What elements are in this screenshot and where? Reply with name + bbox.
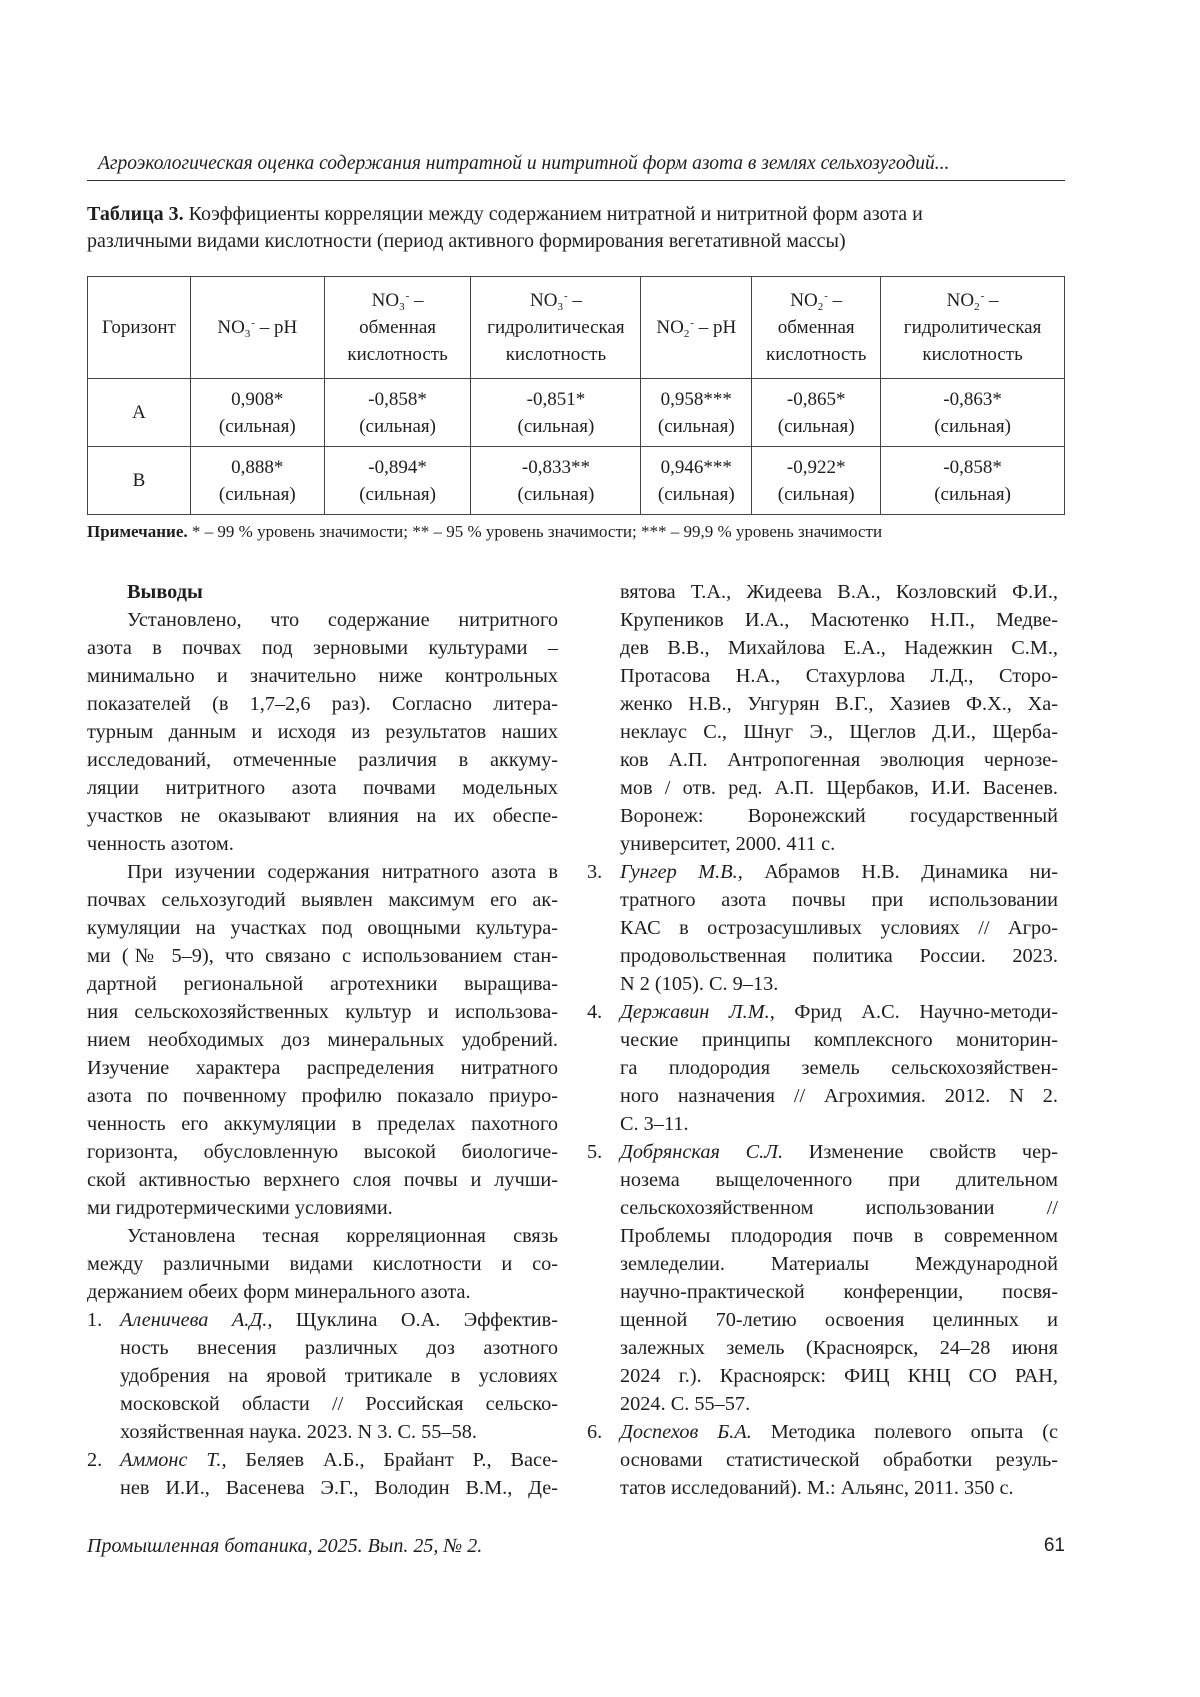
correlation-value: -0,858* xyxy=(943,457,1002,478)
table-caption-text: Коэффициенты корреляции между содержанием нитратной и нитритной форм азота и xyxy=(184,203,923,225)
correlation-cell xyxy=(471,379,641,447)
paragraph-line: ской активностью верхнего слоя почвы и лучши- xyxy=(87,1166,558,1194)
reference-text: научно-практической конференции, посвя- xyxy=(620,1281,1058,1303)
reference-line xyxy=(587,1250,1058,1278)
reference-line xyxy=(587,1110,1058,1138)
correlation-cell xyxy=(324,379,471,447)
right-column xyxy=(587,578,1058,1502)
reference-text: продовольственная политика России. 2023. xyxy=(620,945,1058,967)
correlation-strength: (сильная) xyxy=(359,416,436,437)
horizon-cell: B xyxy=(88,447,191,515)
table-row xyxy=(88,447,1065,515)
reference-line xyxy=(87,1390,558,1418)
paragraph-line: держанием обеих форм минерального азота. xyxy=(87,1278,558,1306)
paragraph-line: азота по почвенному профилю показало приуро- xyxy=(87,1082,558,1110)
reference-number: 4. xyxy=(587,998,602,1026)
reference-line xyxy=(587,1306,1058,1334)
column-header-line: кислотность xyxy=(506,344,606,365)
reference-text: 2024. С. 55–57. xyxy=(620,1393,750,1415)
reference-text: дев В.В., Михайлова Е.А., Надежкин С.М., xyxy=(620,637,1058,659)
reference-item xyxy=(87,1446,558,1474)
column-header-label: Горизонт xyxy=(102,317,176,338)
column-header-line: обменная xyxy=(778,317,855,338)
paragraph-line: горизонта, обусловленную высокой биологиче- xyxy=(87,1138,558,1166)
column-header xyxy=(881,277,1065,379)
reference-line xyxy=(87,1334,558,1362)
correlation-cell xyxy=(641,447,752,515)
formula-charge: - xyxy=(406,290,410,302)
formula-subscript: 3 xyxy=(399,301,405,313)
reference-text: мов / отв. ред. А.П. Щербаков, И.И. Васенев. xyxy=(620,777,1058,799)
paragraph-line: между различными видами кислотности и со- xyxy=(87,1250,558,1278)
reference-line xyxy=(87,1474,558,1502)
correlation-table xyxy=(87,276,1065,515)
paragraph-line: нием необходимых доз минеральных удобрений. xyxy=(87,1026,558,1054)
formula-base: NO xyxy=(530,290,557,311)
reference-text: Проблемы плодородия почв в современном xyxy=(620,1225,1058,1247)
paragraph-line: ченность азотом. xyxy=(87,830,558,858)
reference-text: Щуклина О.А. Эффектив- xyxy=(272,1309,558,1331)
formula-charge: - xyxy=(564,290,568,302)
reference-line xyxy=(587,1026,1058,1054)
correlation-strength: (сильная) xyxy=(778,484,855,505)
correlation-strength: (сильная) xyxy=(518,484,595,505)
reference-author: Добрянская С.Л. xyxy=(620,1141,783,1163)
reference-text: Протасова Н.А., Стахурлова Л.Д., Сторо- xyxy=(620,665,1058,687)
correlation-value: -0,865* xyxy=(787,389,846,410)
correlation-cell xyxy=(641,379,752,447)
header-divider xyxy=(87,180,1065,181)
formula-charge: - xyxy=(824,290,828,302)
correlation-strength: (сильная) xyxy=(219,416,296,437)
correlation-value: -0,894* xyxy=(368,457,427,478)
correlation-cell xyxy=(324,447,471,515)
running-head: Агроэкологическая оценка содержания нитратной и нитритной форм азота в землях сельхозугодий... xyxy=(98,153,1065,175)
formula-subscript: 3 xyxy=(245,328,251,340)
column-header-line: кислотность xyxy=(922,344,1022,365)
paragraph-line: дартной региональной агротехники выращива- xyxy=(87,970,558,998)
reference-text: ческие принципы комплексного мониторин- xyxy=(620,1029,1058,1051)
formula-subscript: 2 xyxy=(974,301,980,313)
correlation-strength: (сильная) xyxy=(934,484,1011,505)
paragraph-line: кумуляции на участках под овощными культура- xyxy=(87,914,558,942)
reference-text: ного назначения // Агрохимия. 2012. N 2. xyxy=(620,1085,1058,1107)
column-header xyxy=(88,277,191,379)
correlation-value: -0,858* xyxy=(368,389,427,410)
reference-text: Фрид А.С. Научно-методи- xyxy=(775,1001,1058,1023)
formula-base: NO xyxy=(217,317,244,338)
reference-text: щенной 70-летию освоения целинных и xyxy=(620,1309,1058,1331)
reference-line xyxy=(587,1362,1058,1390)
formula-base: NO xyxy=(656,317,683,338)
paragraph-line: При изучении содержания нитратного азота в xyxy=(87,858,558,886)
formula-rest: – xyxy=(828,290,842,311)
reference-text: вятова Т.А., Жидеева В.А., Козловский Ф.И., xyxy=(620,581,1058,603)
column-header xyxy=(190,277,324,379)
formula-charge: - xyxy=(981,290,985,302)
column-header xyxy=(324,277,471,379)
reference-text: Изменение свойств чер- xyxy=(783,1141,1058,1163)
correlation-cell xyxy=(881,379,1065,447)
reference-line xyxy=(87,1362,558,1390)
column-header-line: кислотность xyxy=(766,344,866,365)
formula-rest: – xyxy=(568,290,582,311)
correlation-cell xyxy=(190,447,324,515)
reference-text: нозема выщелоченного при длительном xyxy=(620,1169,1058,1191)
table-header-row xyxy=(88,277,1065,379)
paragraph-line: участков не оказывают влияния на их обеспе- xyxy=(87,802,558,830)
reference-text: Методика полевого опыта (с xyxy=(752,1421,1058,1443)
reference-text: 2024 г.). Красноярск: ФИЦ КНЦ СО РАН, xyxy=(620,1365,1058,1387)
reference-text: Воронеж: Воронежский государственный xyxy=(620,805,1058,827)
reference-item xyxy=(587,1138,1058,1166)
correlation-strength: (сильная) xyxy=(219,484,296,505)
paragraph-line: почвах сельхозугодий выявлен максимум его ак- xyxy=(87,886,558,914)
reference-line xyxy=(587,914,1058,942)
horizon-cell: A xyxy=(88,379,191,447)
paragraph-line: Установлено, что содержание нитритного xyxy=(87,606,558,634)
reference-line xyxy=(587,1082,1058,1110)
reference-text: московской области // Российская сельско- xyxy=(120,1393,558,1415)
reference-text: неклаус С., Шнуг Э., Щеглов Д.И., Щерба- xyxy=(620,721,1058,743)
correlation-cell xyxy=(471,447,641,515)
reference-text: N 2 (105). С. 9–13. xyxy=(620,973,778,995)
reference-line xyxy=(587,634,1058,662)
correlation-value: -0,922* xyxy=(787,457,846,478)
reference-line xyxy=(587,1474,1058,1502)
paragraph-line: исследований, отмеченные различия в аккуму- xyxy=(87,746,558,774)
formula-base: NO xyxy=(790,290,817,311)
column-header-line: обменная xyxy=(359,317,436,338)
correlation-strength: (сильная) xyxy=(658,416,735,437)
correlation-cell xyxy=(190,379,324,447)
paragraph-line: турным данным и исходя из результатов наших xyxy=(87,718,558,746)
correlation-cell xyxy=(752,447,881,515)
reference-text: нев И.И., Васенева Э.Г., Володин В.М., Де- xyxy=(120,1477,558,1499)
reference-line xyxy=(587,1166,1058,1194)
table-caption-text-2: различными видами кислотности (период активного формирования вегетативной массы) xyxy=(87,230,846,252)
correlation-strength: (сильная) xyxy=(359,484,436,505)
reference-line xyxy=(587,1390,1058,1418)
reference-line xyxy=(587,746,1058,774)
formula-subscript: 2 xyxy=(818,301,824,313)
note-text: * – 99 % уровень значимости; ** – 95 % уровень значимости; *** – 99,9 % уровень значимости xyxy=(188,522,882,541)
column-header-line: гидролитическая xyxy=(487,317,625,338)
reference-text: основами статистической обработки резуль- xyxy=(620,1449,1058,1471)
reference-line xyxy=(587,606,1058,634)
reference-number: 1. xyxy=(87,1306,102,1334)
correlation-value: -0,851* xyxy=(527,389,586,410)
reference-text: университет, 2000. 411 с. xyxy=(620,833,835,855)
correlation-value: -0,863* xyxy=(943,389,1002,410)
table-note xyxy=(87,522,882,542)
reference-text: Крупеников И.А., Масютенко Н.П., Медве- xyxy=(620,609,1058,631)
paragraph-line: Установлена тесная корреляционная связь xyxy=(87,1222,558,1250)
column-header xyxy=(752,277,881,379)
formula-rest: – xyxy=(409,290,423,311)
correlation-strength: (сильная) xyxy=(658,484,735,505)
paragraph-line: ляции нитритного азота почвами модельных xyxy=(87,774,558,802)
reference-line xyxy=(587,970,1058,998)
correlation-strength: (сильная) xyxy=(778,416,855,437)
formula-rest: – pH xyxy=(255,317,297,338)
reference-line xyxy=(587,1278,1058,1306)
paragraph-line: ми (№ 5–9), что связано с использованием стан- xyxy=(87,942,558,970)
reference-text: сельскохозяйственном использовании // xyxy=(620,1197,1058,1219)
correlation-strength: (сильная) xyxy=(518,416,595,437)
correlation-value: 0,946*** xyxy=(661,457,732,478)
section-heading: Выводы xyxy=(87,578,558,606)
reference-line xyxy=(587,830,1058,858)
reference-line xyxy=(587,718,1058,746)
column-header-line: гидролитическая xyxy=(904,317,1042,338)
reference-item xyxy=(587,1418,1058,1446)
correlation-value: 0,888* xyxy=(231,457,283,478)
reference-line xyxy=(587,1194,1058,1222)
reference-text: удобрения на яровой тритикале в условиях xyxy=(120,1365,558,1387)
reference-number: 3. xyxy=(587,858,602,886)
reference-text: ков А.П. Антропогенная эволюция чернозе- xyxy=(620,749,1058,771)
table-row xyxy=(88,379,1065,447)
correlation-value: -0,833** xyxy=(522,457,590,478)
reference-text: КАС в острозасушливых условиях // Агро- xyxy=(620,917,1058,939)
correlation-value: 0,958*** xyxy=(661,389,732,410)
reference-text: ность внесения различных доз азотного xyxy=(120,1337,558,1359)
paragraph-line: ми гидротермическими условиями. xyxy=(87,1194,558,1222)
reference-line xyxy=(587,942,1058,970)
correlation-strength: (сильная) xyxy=(934,416,1011,437)
reference-line xyxy=(587,662,1058,690)
paragraph-line: азота в почвах под зерновыми культурами – xyxy=(87,634,558,662)
table-caption xyxy=(87,201,1067,255)
formula-base: NO xyxy=(372,290,399,311)
reference-number: 5. xyxy=(587,1138,602,1166)
column-header xyxy=(471,277,641,379)
reference-text: С. 3–11. xyxy=(620,1113,689,1135)
reference-line xyxy=(587,1334,1058,1362)
column-header-line: кислотность xyxy=(347,344,447,365)
reference-line xyxy=(587,1446,1058,1474)
reference-line xyxy=(587,690,1058,718)
reference-author: Гунгер М.В., xyxy=(620,861,743,883)
reference-item xyxy=(87,1306,558,1334)
journal-footer: Промышленная ботаника, 2025. Вып. 25, № 2. xyxy=(87,1535,482,1558)
reference-text: татов исследований). М.: Альянс, 2011. 350 с. xyxy=(620,1477,1014,1499)
reference-text: Абрамов Н.В. Динамика ни- xyxy=(743,861,1058,883)
reference-line xyxy=(587,774,1058,802)
page-number: 61 xyxy=(1044,1535,1065,1557)
reference-text: женко Н.В., Унгурян В.Г., Хазиев Ф.Х., Ха- xyxy=(620,693,1058,715)
formula-subscript: 2 xyxy=(684,328,690,340)
formula-subscript: 3 xyxy=(557,301,563,313)
reference-line xyxy=(587,1222,1058,1250)
reference-line xyxy=(587,1054,1058,1082)
reference-item xyxy=(587,998,1058,1026)
reference-line xyxy=(87,1418,558,1446)
correlation-cell xyxy=(752,379,881,447)
paragraph-line: Изучение характера распределения нитратного xyxy=(87,1054,558,1082)
reference-author: Державин Л.М., xyxy=(620,1001,775,1023)
paragraph-line: минимально и значительно ниже контрольных xyxy=(87,662,558,690)
reference-line xyxy=(587,802,1058,830)
paragraph-line: ния сельскохозяйственных культур и использова- xyxy=(87,998,558,1026)
reference-text: Беляев А.Б., Брайант Р., Васе- xyxy=(227,1449,558,1471)
column-header xyxy=(641,277,752,379)
formula-charge: - xyxy=(690,317,694,329)
correlation-value: 0,908* xyxy=(231,389,283,410)
reference-number: 6. xyxy=(587,1418,602,1446)
reference-text: земледелии. Материалы Международной xyxy=(620,1253,1058,1275)
formula-charge: - xyxy=(251,317,255,329)
reference-number: 2. xyxy=(87,1446,102,1474)
formula-rest: – pH xyxy=(694,317,736,338)
note-label: Примечание. xyxy=(87,522,188,541)
formula-base: NO xyxy=(947,290,974,311)
reference-item xyxy=(587,858,1058,886)
formula-rest: – xyxy=(984,290,998,311)
reference-text: га плодородия земель сельскохозяйствен- xyxy=(620,1057,1058,1079)
reference-author: Аммонс Т., xyxy=(120,1449,227,1471)
left-column xyxy=(87,578,558,1502)
table-caption-label: Таблица 3. xyxy=(87,203,184,225)
paragraph-line: ченность его аккумуляции в пределах пахотного xyxy=(87,1110,558,1138)
reference-author: Доспехов Б.А. xyxy=(620,1421,752,1443)
correlation-cell xyxy=(881,447,1065,515)
reference-line xyxy=(587,886,1058,914)
reference-text: залежных земель (Красноярск, 24–28 июня xyxy=(620,1337,1058,1359)
reference-line xyxy=(587,578,1058,606)
reference-author: Аленичева А.Д., xyxy=(120,1309,272,1331)
reference-text: тратного азота почвы при использовании xyxy=(620,889,1058,911)
reference-text: хозяйственная наука. 2023. N 3. С. 55–58. xyxy=(120,1421,477,1443)
paragraph-line: показателей (в 1,7–2,6 раз). Согласно литера- xyxy=(87,690,558,718)
